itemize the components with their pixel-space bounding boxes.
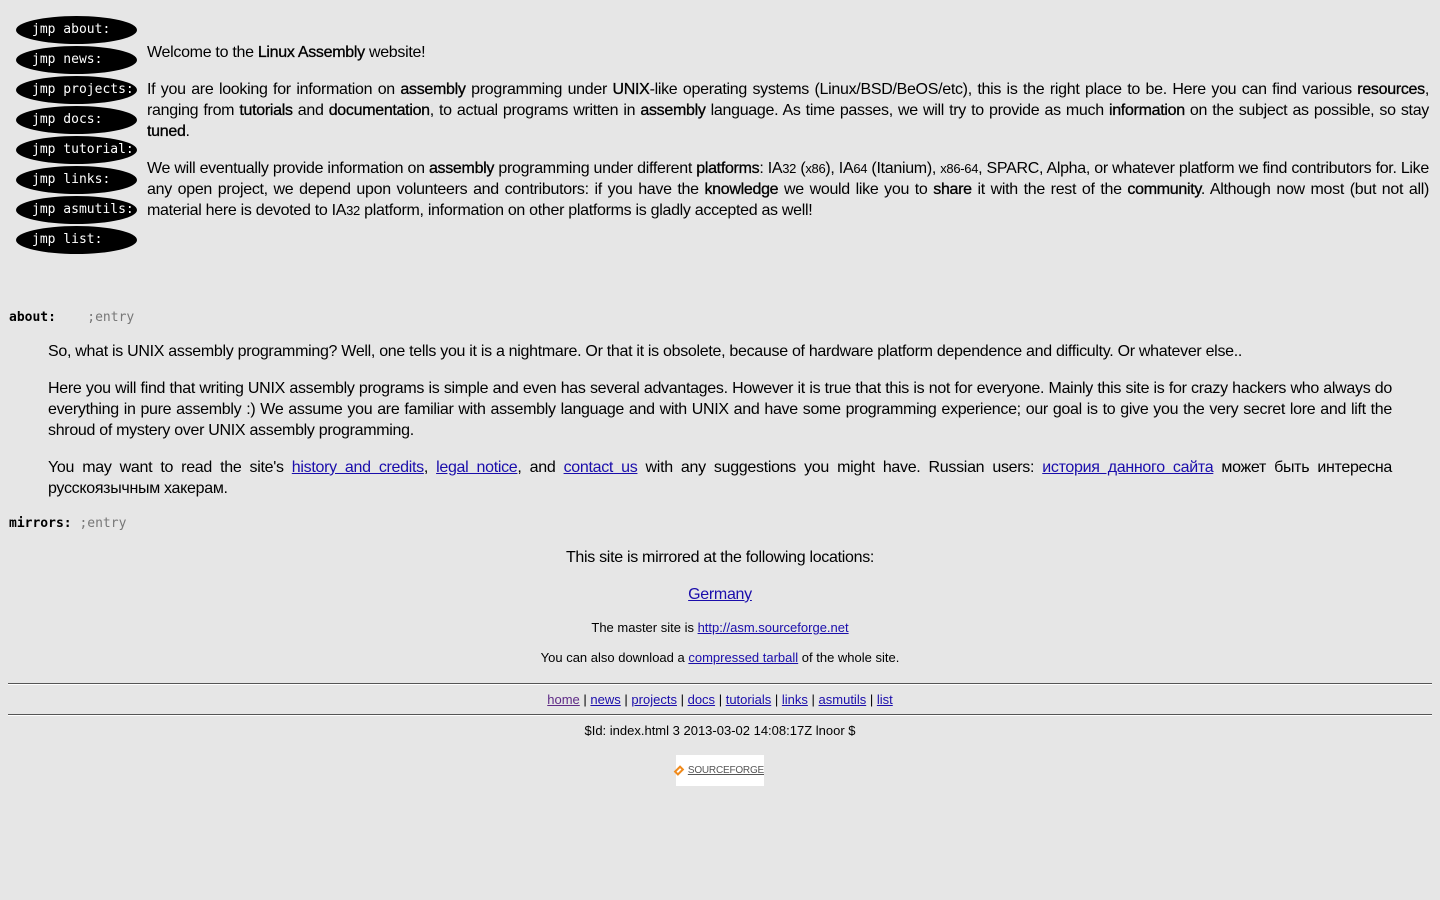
intro-paragraph-1: If you are looking for information on assembly programming under UNIX-like operating systems (Linux/BSD/BeOS/etc), this is the right place to be. Here you can find various resources, ranging from tutorials and documentation, to actual programs written in assembly language. As time passes, we will try to provide as much information on the subject as possible, so stay tuned. [147, 81, 1430, 140]
footer-separator: | [583, 692, 587, 707]
footer-nav [0, 691, 1440, 709]
intro-section [147, 42, 1429, 237]
nav-tutorial[interactable]: jmp tutorial: [16, 136, 137, 164]
footer-separator: | [869, 692, 874, 707]
mirrors-label: mirrors: ;entry [9, 516, 127, 531]
divider-top [8, 683, 1432, 685]
mirrors-entry-comment: ;entry [79, 516, 127, 531]
intro-paragraph-2: We will eventually provide information on assembly programming under different platforms: IA32 (x86), IA64 (Itanium), x86-64, SPARC, Alpha, or whatever platform we find contributors for. Like any open project, we depend upon volunteers and contributors: if you have the knowledge we would like you to share it with the rest of the community. Although now most (but not all) material here is devoted to IA32 platform, information on other platforms is gladly accepted as well! [147, 160, 1430, 219]
footer-link-asmutils[interactable]: asmutils [818, 692, 867, 707]
footer-link-links[interactable]: links [781, 692, 808, 707]
footer-separator: | [624, 692, 628, 707]
nav-asmutils[interactable]: jmp asmutils: [16, 196, 137, 224]
footer-separator: | [811, 692, 815, 707]
history-credits-link[interactable]: history and credits [291, 459, 424, 476]
footer-link-projects[interactable]: projects [631, 692, 677, 707]
divider-bottom [8, 714, 1432, 716]
mirrors-section [0, 547, 1440, 667]
about-paragraph-3: You may want to read the site's history and credits, legal notice, and contact us with any suggestions you might have. Russian users: история данного сайта может быть интересна русскоязычным хакерам. [48, 459, 1392, 497]
download-text: You can also download a compressed tarball of the whole site. [540, 650, 900, 665]
nav-links[interactable]: jmp links: [16, 166, 137, 194]
mirror-germany-link[interactable]: Germany [688, 586, 752, 603]
nav-projects[interactable]: jmp projects: [16, 76, 137, 104]
about-label: about: ;entry [9, 310, 135, 325]
about-section [48, 341, 1392, 515]
sourceforge-badge-text: SOURCEFORGE [687, 765, 764, 776]
mirror-germany-item [0, 584, 1440, 605]
sourceforge-logo-icon [674, 765, 685, 776]
footer-link-news[interactable]: news [590, 692, 621, 707]
footer-separator: | [774, 692, 779, 707]
footer-separator: | [718, 692, 723, 707]
legal-notice-link[interactable]: legal notice [436, 459, 518, 476]
tarball-link[interactable]: compressed tarball [688, 650, 799, 665]
master-site-link[interactable]: http://asm.sourceforge.net [697, 620, 849, 635]
nav-docs[interactable]: jmp docs: [16, 106, 137, 134]
footer-link-tutorials[interactable]: tutorials [725, 692, 772, 707]
about-entry-comment: ;entry [87, 310, 135, 325]
nav-list[interactable]: jmp list: [16, 226, 137, 254]
contact-us-link[interactable]: contact us [563, 459, 638, 476]
revision-id: $Id: index.html 3 2013-03-02 14:08:17Z lnoor $ [584, 723, 856, 738]
russian-history-link[interactable]: история данного сайта [1042, 459, 1214, 476]
mirrors-intro: This site is mirrored at the following locations: [565, 549, 875, 566]
nav-news[interactable]: jmp news: [16, 46, 137, 74]
master-site-text: The master site is http://asm.sourceforge.net [591, 620, 849, 635]
welcome-text: Welcome to the Linux Assembly website! [147, 44, 426, 61]
nav-about[interactable]: jmp about: [16, 16, 137, 44]
about-paragraph-2: Here you will find that writing UNIX assembly programs is simple and even has several advantages. However it is true that this is not for everyone. Mainly this site is for crazy hackers who always do everything in pure assembly :) We assume you are familiar with assembly language and with UNIX and have some programming experience; our goal is to give you the very secret lore and lift the shroud of mystery over UNIX assembly programming. [48, 380, 1392, 439]
footer-link-docs[interactable]: docs [687, 692, 716, 707]
footer-separator: | [680, 692, 684, 707]
sourceforge-badge[interactable] [676, 755, 764, 786]
footer-link-home[interactable]: home [547, 692, 580, 707]
sidebar-nav [16, 16, 137, 256]
footer-link-list[interactable]: list [876, 692, 893, 707]
about-paragraph-1: So, what is UNIX assembly programming? Well, one tells you it is a nightmare. Or that it is obsolete, because of hardware platform dependence and difficulty. Or whatever else.. [48, 343, 1243, 360]
